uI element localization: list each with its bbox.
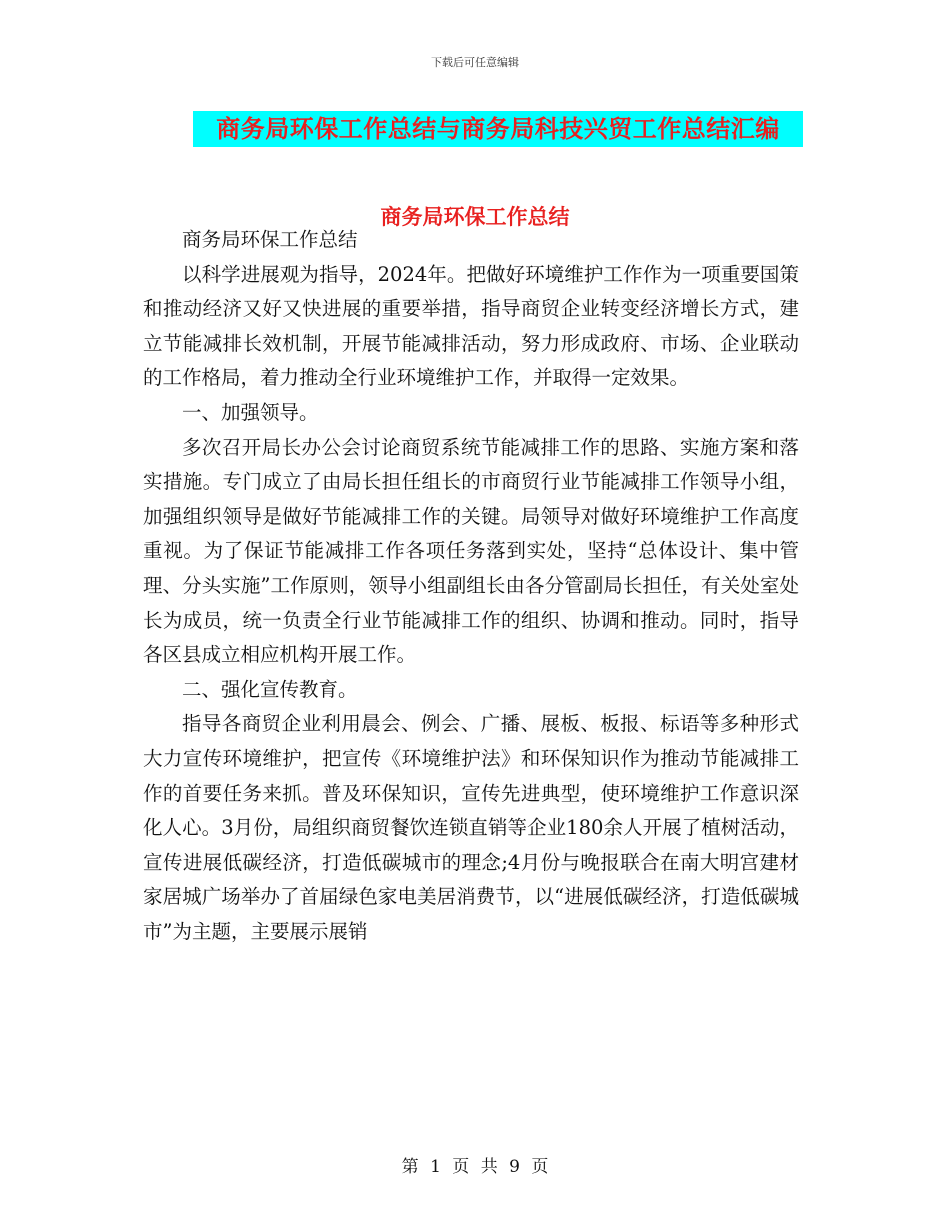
paragraph-subtitle: 商务局环保工作总结 <box>182 228 358 251</box>
document-body <box>143 223 799 949</box>
header-note: 下载后可任意编辑 <box>431 56 519 69</box>
paragraph-publicity: 指导各商贸企业利用晨会、例会、广播、展板、板报、标语等多种形式大力宣传环境维护，把宣传《环境维护法》和环保知识作为推动节能减排工作的首要任务来抓。普及环保知识，宣传先进典型，使环境维护工作意识深化人心。3月份，局组织商贸餐饮连锁直销等企业180余人开展了植树活动，宣传进展低碳经济，打造低碳城市的理念;4月份与晚报联合在南大明宫建材家居城广场举办了首届绿色家电美居消费节，以“进展低碳经济，打造低碳城市”为主题，主要展示展销 <box>143 712 799 943</box>
paragraph-leadership: 多次召开局长办公会讨论商贸系统节能减排工作的思路、实施方案和落实措施。专门成立了由局长担任组长的市商贸行业节能减排工作领导小组，加强组织领导是做好节能减排工作的关键。局领导对做好环境维护工作高度重视。为了保证节能减排工作各项任务落到实处，坚持“总体设计、集中管理、分头实施”工作原则，领导小组副组长由各分管副局长担任，有关处室处长为成员，统一负责全行业节能减排工作的组织、协调和推动。同时，指导各区县成立相应机构开展工作。 <box>143 435 799 667</box>
main-title: 商务局环保工作总结与商务局科技兴贸工作总结汇编 <box>216 114 780 143</box>
paragraph-intro: 以科学进展观为指导，2024年。把做好环境维护工作作为一项重要国策和推动经济又好又快进展的重要举措，指导商贸企业转变经济增长方式，建立节能减排长效机制，开展节能减排活动，努力形成政府、市场、企业联动的工作格局，着力推动全行业环境维护工作，并取得一定效果。 <box>143 262 799 390</box>
paragraph-heading-2: 二、强化宣传教育。 <box>182 677 358 701</box>
paragraph-heading-1: 一、加强领导。 <box>182 400 319 424</box>
page-footer: 第 1 页 共 9 页 <box>401 1157 549 1177</box>
section-title: 商务局环保工作总结 <box>380 204 570 229</box>
